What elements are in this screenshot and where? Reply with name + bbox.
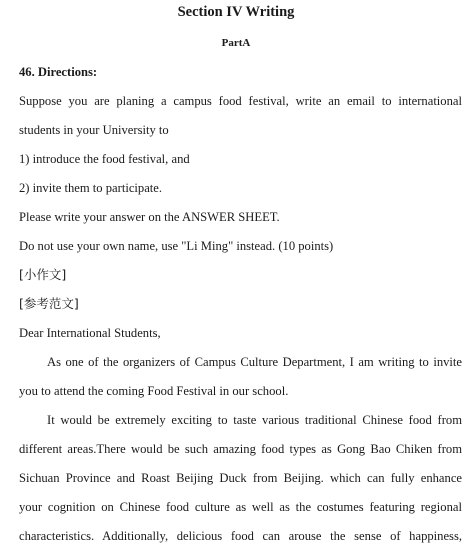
- directions-line: Please write your answer on the ANSWER SHEET.: [19, 210, 280, 224]
- email-salutation: Dear International Students,: [19, 326, 161, 340]
- tag-small-essay: [小作文]: [19, 267, 67, 282]
- essay-line: Sichuan Province and Roast Beijing Duck from Beijing. which can fully enhance: [19, 471, 462, 485]
- directions-line: 2) invite them to participate.: [19, 181, 163, 195]
- directions-line: Do not use your own name, use "Li Ming" instead. (10 points): [19, 239, 334, 253]
- essay-line: you to attend the coming Food Festival in our school.: [19, 384, 289, 398]
- part-label: PartA: [221, 37, 251, 49]
- essay-line: characteristics. Additionally, delicious food can arouse the sense of happiness,: [19, 529, 462, 543]
- directions-line: Suppose you are planing a campus food festival, write an email to international: [19, 94, 462, 108]
- directions-line: students in your University to: [19, 123, 169, 137]
- essay-line: different areas.There would be such amazing food types as Gong Bao Chiken from: [19, 442, 462, 456]
- section-title: Section IV Writing: [177, 4, 295, 20]
- directions-line: 1) introduce the food festival, and: [19, 152, 190, 166]
- essay-line: your cognition on Chinese food culture as well as the costumes featuring regional: [19, 500, 462, 514]
- essay-line: It would be extremely exciting to taste various traditional Chinese food from: [47, 413, 462, 427]
- tag-sample-essay: [参考范文]: [19, 296, 79, 311]
- essay-line: As one of the organizers of Campus Culture Department, I am writing to invite: [47, 355, 462, 369]
- directions-heading: 46. Directions:: [19, 65, 98, 79]
